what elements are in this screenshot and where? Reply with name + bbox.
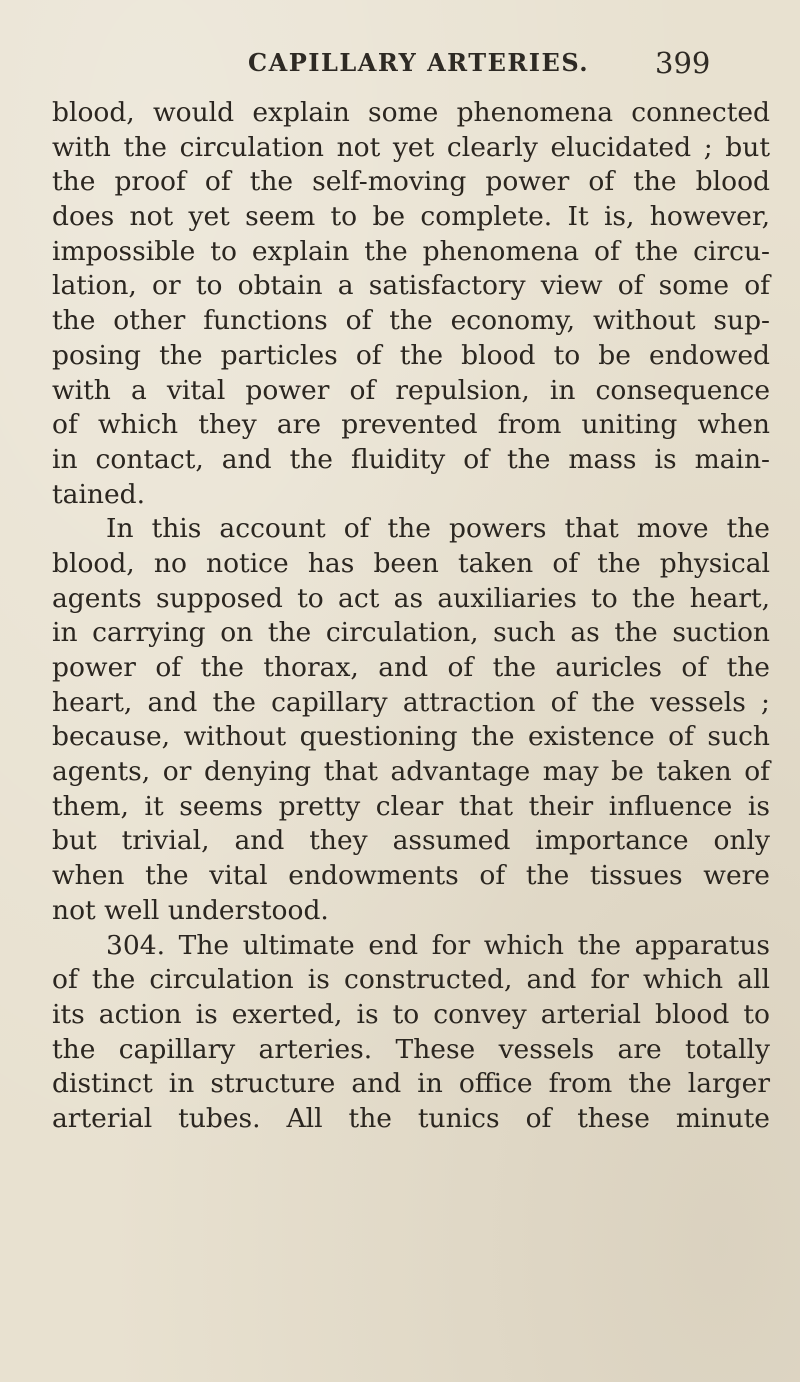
- text-line: lation, or to obtain a satisfactory view of some of: [52, 270, 770, 302]
- text-line: with a vital power of repulsion, in consequence: [52, 374, 770, 406]
- text-line: blood, would explain some phenomena connected: [52, 97, 770, 128]
- text-line: does not yet seem to be complete. It is, however,: [52, 201, 770, 233]
- page-number: 399: [655, 46, 711, 80]
- text-line: posing the particles of the blood to be endowed: [52, 339, 770, 371]
- text-line: blood, no notice has been taken of the physical: [52, 547, 770, 579]
- text-line: its action is exerted, is to convey arterial blood to: [52, 998, 770, 1030]
- text-line: of the circulation is constructed, and for which all: [52, 964, 770, 996]
- paragraph-start-line: In this account of the powers that move the: [106, 513, 770, 545]
- text-line: impossible to explain the phenomena of the circu-: [52, 235, 770, 267]
- text-line: agents, or denying that advantage may be taken of: [52, 756, 770, 788]
- text-line: distinct in structure and in office from the larger: [52, 1068, 770, 1100]
- running-head: CAPILLARY ARTERIES.: [248, 48, 590, 77]
- paragraph-end-line: tained.: [52, 478, 146, 510]
- text-line: them, it seems pretty clear that their influence is: [52, 790, 770, 822]
- text-line: with the circulation not yet clearly elucidated ; but: [52, 131, 770, 163]
- body-text: [52, 96, 770, 1137]
- text-line: when the vital endowments of the tissues were: [52, 860, 770, 892]
- section-304-start-line: 304. The ultimate end for which the apparatus: [106, 929, 770, 961]
- text-line: in carrying on the circulation, such as the suction: [52, 617, 770, 649]
- paragraph-end-line: not well understood.: [52, 894, 329, 926]
- page-header: [0, 48, 800, 88]
- text-line: because, without questioning the existence of such: [52, 721, 770, 753]
- text-line: agents supposed to act as auxiliaries to the heart,: [52, 582, 770, 614]
- text-line: of which they are prevented from uniting when: [52, 409, 770, 441]
- text-line: in contact, and the fluidity of the mass is main-: [52, 443, 770, 475]
- text-line: but trivial, and they assumed importance only: [52, 825, 770, 857]
- text-line: heart, and the capillary attraction of the vessels ;: [52, 686, 770, 718]
- text-line: the other functions of the economy, without sup-: [52, 305, 770, 337]
- text-line: power of the thorax, and of the auricles of the: [52, 652, 770, 683]
- text-line: the proof of the self-moving power of the blood: [52, 166, 770, 198]
- text-line: arterial tubes. All the tunics of these minute: [52, 1102, 770, 1134]
- text-line: the capillary arteries. These vessels are totally: [52, 1033, 770, 1065]
